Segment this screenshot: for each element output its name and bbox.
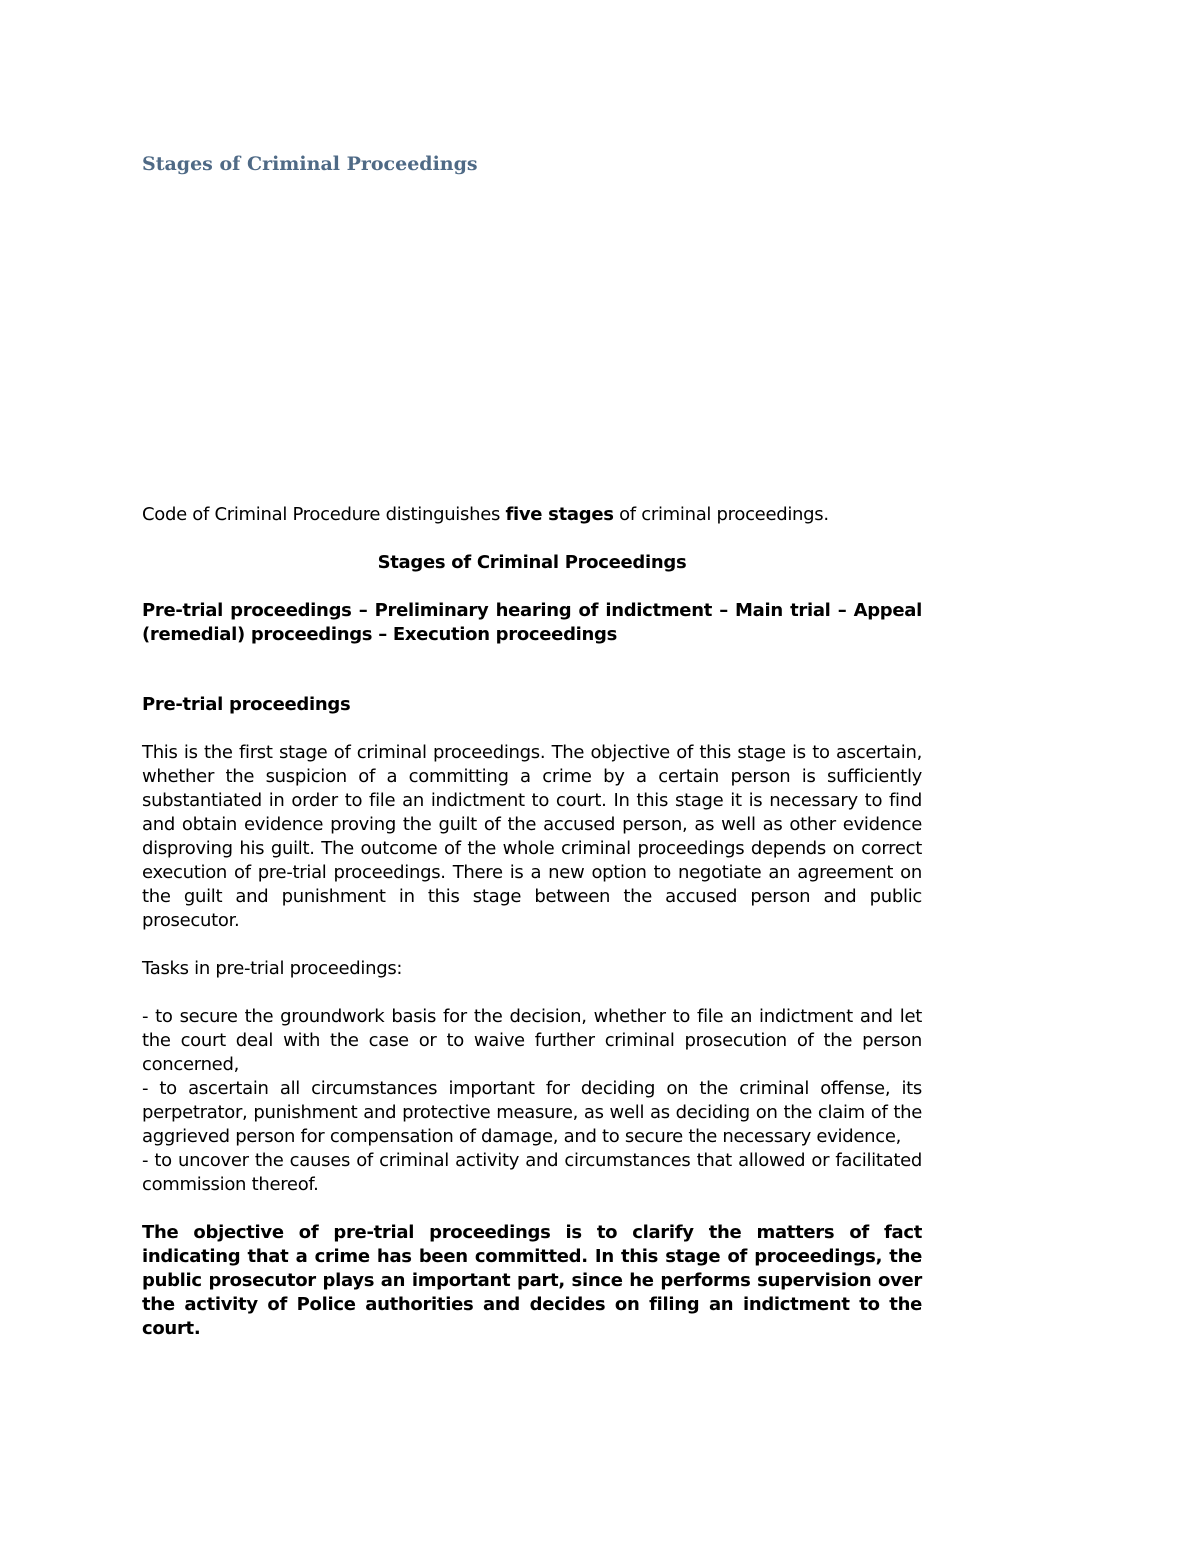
stages-sequence: Pre-trial proceedings – Preliminary hearing of indictment – Main trial – Appeal (remedial) proceedings – Execution proceedings bbox=[142, 600, 922, 645]
intro-text-before: Code of Criminal Procedure distinguishes bbox=[142, 504, 506, 525]
section-paragraph: This is the first stage of criminal proceedings. The objective of this stage is to ascertain, whether the suspicion of a committing a crime by a certain person is sufficiently substantiated in order to file an indictment to court. In this stage it is necessary to find and obtain evidence proving the guilt of the accused person, as well as other evidence disproving his guilt. The outcome of the whole criminal proceedings depends on correct execution of pre-trial proceedings. There is a new option to negotiate an agreement on the guilt and punishment in this stage between the accused person and public prosecutor. bbox=[142, 742, 922, 931]
task-item: - to uncover the causes of criminal activity and circumstances that allowed or facilitated commission thereof. bbox=[142, 1150, 922, 1195]
stages-heading: Stages of Criminal Proceedings bbox=[377, 552, 687, 573]
task-item: - to secure the groundwork basis for the decision, whether to file an indictment and let the court deal with the case or to waive further criminal prosecution of the person concerned, bbox=[142, 1006, 922, 1075]
tasks-list bbox=[142, 1005, 922, 1197]
document-title: Stages of Criminal Proceedings bbox=[142, 153, 478, 175]
conclusion-paragraph: The objective of pre-trial proceedings is to clarify the matters of fact indicating that a crime has been committed. In this stage of proceedings, the public prosecutor plays an important part, since he performs supervision over the activity of Police authorities and decides on filing an indictment to the court. bbox=[142, 1222, 922, 1339]
tasks-label: Tasks in pre-trial proceedings: bbox=[142, 958, 403, 979]
intro-text-bold: five stages bbox=[505, 504, 614, 525]
intro-text-after: of criminal proceedings. bbox=[613, 504, 829, 525]
document-body bbox=[142, 503, 922, 1341]
task-item: - to ascertain all circumstances important for deciding on the criminal offense, its perpetrator, punishment and protective measure, as well as deciding on the claim of the aggrieved person for compensation of damage, and to secure the necessary evidence, bbox=[142, 1078, 922, 1147]
section-heading: Pre-trial proceedings bbox=[142, 694, 351, 715]
intro-paragraph bbox=[142, 503, 922, 527]
